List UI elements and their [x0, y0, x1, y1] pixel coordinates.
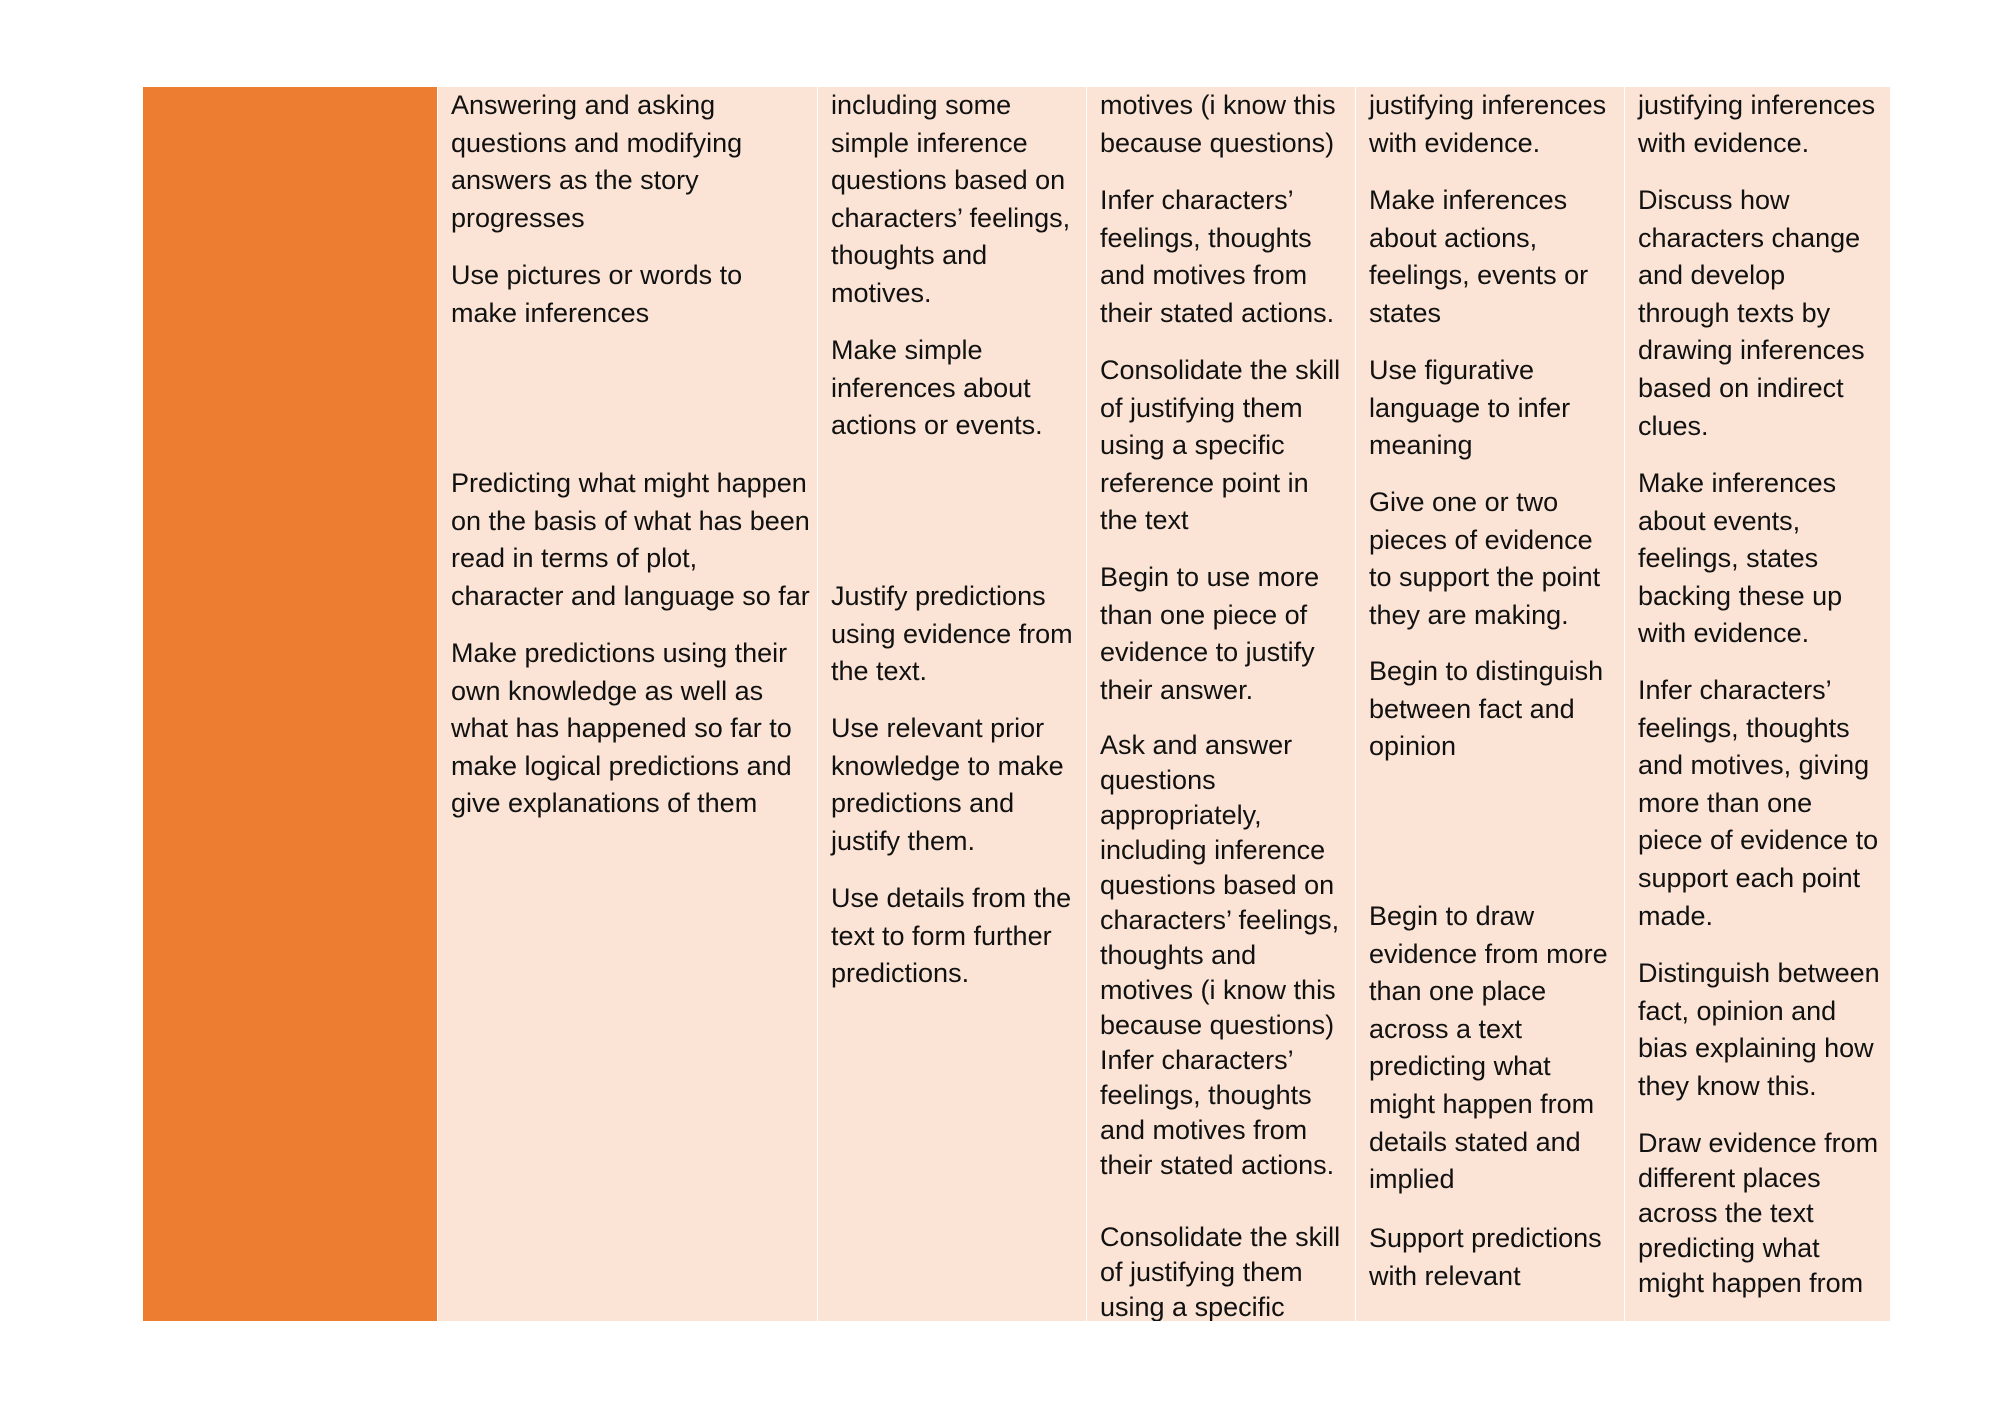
table-cell [438, 87, 817, 1321]
table-cell [1625, 87, 1890, 1321]
cell-paragraph: Discuss how characters change and develop through texts by drawing inferences based on indirect clues. [1638, 185, 1865, 441]
cell-paragraph: Begin to distinguish between fact and opinion [1369, 656, 1604, 762]
cell-paragraph: Use pictures or words to make inferences [451, 260, 743, 328]
cell-paragraph: Give one or two pieces of evidence to support the point they are making. [1369, 487, 1601, 630]
cell-paragraph: Make simple inferences about actions or events. [831, 335, 1043, 441]
cell-paragraph: Ask and answer questions appropriately, including inference questions based on characters’ feelings, thoughts and motives (i know this because questions) Infer characters’ feelings, thoughts and motives from their stated actions. [1100, 730, 1340, 1180]
cell-paragraph: including some simple inference questions based on characters’ feelings, thoughts and motives. [831, 90, 1071, 308]
table-cell [1087, 87, 1355, 1321]
cell-paragraph: Support predictions with relevant [1369, 1223, 1602, 1291]
cell-paragraph: Begin to use more than one piece of evidence to justify their answer. [1100, 562, 1320, 705]
cell-paragraph: Consolidate the skill of justifying them using a specific reference point in the text [1100, 355, 1341, 536]
table-cell [1356, 87, 1624, 1321]
cell-paragraph: Draw evidence from different places across the text predicting what might happen from [1638, 1128, 1879, 1298]
cell-paragraph: motives (i know this because questions) [1100, 90, 1336, 158]
cell-paragraph: Use details from the text to form further predictions. [831, 883, 1072, 989]
cell-paragraph: Infer characters’ feelings, thoughts and motives, giving more than one piece of evidence to support each point made. [1638, 675, 1879, 931]
cell-paragraph: Make inferences about actions, feelings, events or states [1369, 185, 1589, 328]
cell-paragraph: Justify predictions using evidence from the text. [831, 581, 1073, 687]
cell-paragraph: Distinguish between fact, opinion and bias explaining how they know this. [1638, 958, 1880, 1101]
cell-paragraph: Answering and asking questions and modifying answers as the story progresses [451, 90, 743, 233]
cell-paragraph: Use relevant prior knowledge to make predictions and justify them. [831, 713, 1064, 856]
cell-paragraph: justifying inferences with evidence. [1369, 90, 1607, 158]
cell-paragraph: Begin to draw evidence from more than one place across a text predicting what might happen from details stated and implied [1369, 901, 1608, 1195]
table-cell [818, 87, 1086, 1321]
cell-paragraph: Make predictions using their own knowledge as well as what has happened so far to make logical predictions and give explanations of them [451, 638, 792, 819]
cell-paragraph: justifying inferences with evidence. [1638, 90, 1876, 158]
cell-paragraph: Infer characters’ feelings, thoughts and motives from their stated actions. [1100, 185, 1335, 328]
cell-paragraph: Make inferences about events, feelings, states backing these up with evidence. [1638, 468, 1843, 649]
cell-paragraph: Use figurative language to infer meaning [1369, 355, 1571, 461]
row-header-cell [143, 87, 437, 1321]
cell-paragraph: Predicting what might happen on the basis of what has been read in terms of plot, character and language so far [451, 468, 810, 611]
cell-paragraph: Consolidate the skill of justifying them using a specific [1100, 1222, 1341, 1321]
